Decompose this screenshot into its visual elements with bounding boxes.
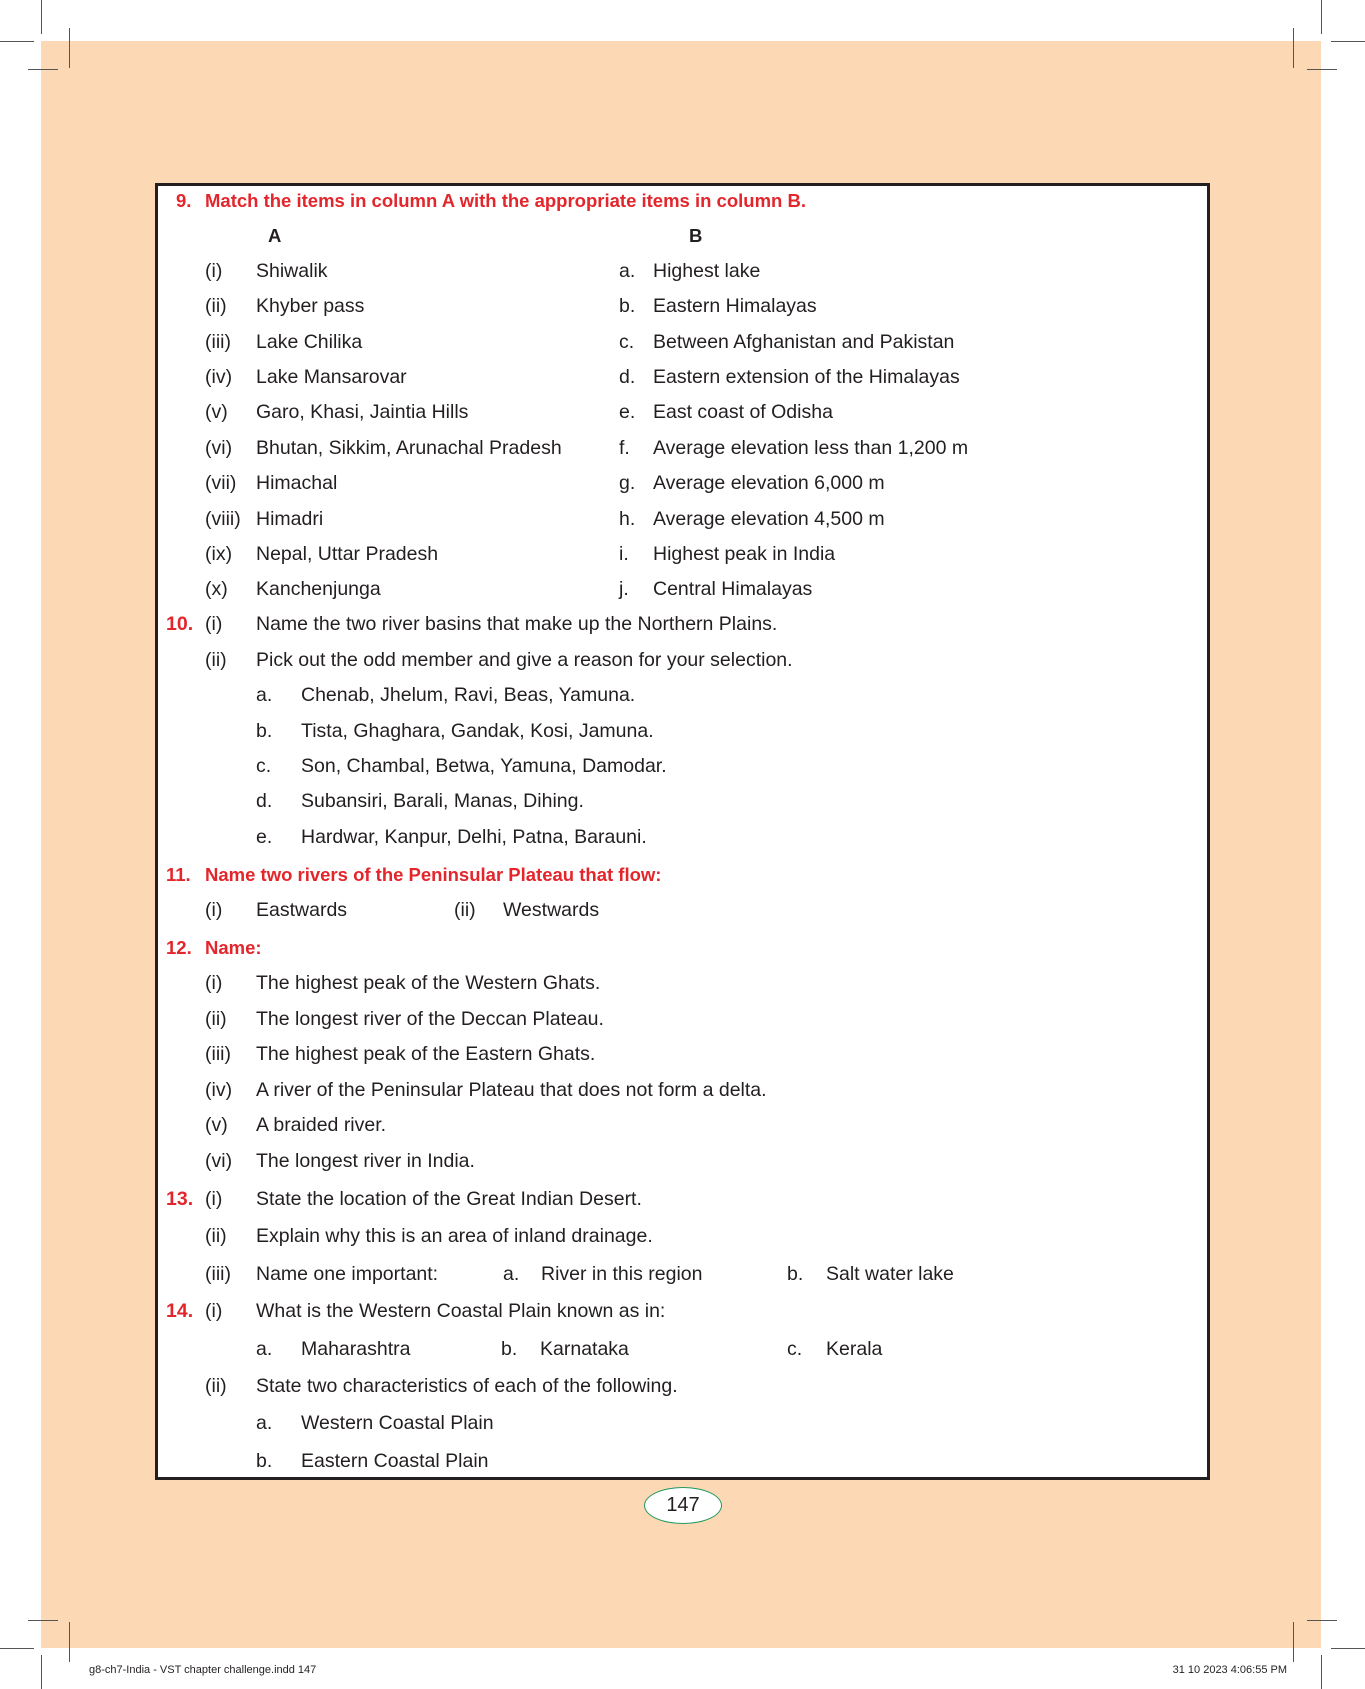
item-number: (v) (205, 1114, 228, 1136)
option-letter: a. (256, 1338, 273, 1360)
crop-mark (1307, 69, 1337, 70)
part-number: (ii) (454, 899, 476, 921)
match-row (0, 397, 1365, 427)
match-row (0, 256, 1365, 286)
part-number: (i) (205, 1188, 223, 1210)
row-number: (v) (205, 401, 228, 423)
option-text: Subansiri, Barali, Manas, Dihing. (301, 790, 584, 812)
row-number: (ii) (205, 295, 227, 317)
crop-mark (1321, 1655, 1322, 1689)
question-text: Explain why this is an area of inland drainage. (256, 1225, 653, 1247)
footer-file-name: g8-ch7-India - VST chapter challenge.indd 147 (89, 1664, 317, 1676)
q12-item (0, 1146, 1365, 1176)
crop-mark (41, 0, 42, 34)
question-text: State two characteristics of each of the following. (256, 1375, 678, 1397)
option-text: Karnataka (540, 1338, 629, 1360)
q10-option (0, 822, 1365, 852)
option-text: Western Coastal Plain (301, 1412, 494, 1434)
part-number: (iii) (205, 1263, 231, 1285)
match-row (0, 504, 1365, 534)
option-text: Kerala (826, 1338, 883, 1360)
column-a-item: Nepal, Uttar Pradesh (256, 543, 439, 565)
row-number: (ix) (205, 543, 233, 565)
crop-mark (1293, 28, 1294, 68)
part-number: (ii) (205, 1375, 227, 1397)
q11-number: 11. (166, 864, 191, 885)
q12-item (0, 968, 1365, 998)
column-b-letter: b. (619, 295, 636, 317)
q9-heading-text: Match the items in column A with the appropriate items in column B. (205, 190, 806, 211)
option-letter: a. (503, 1263, 520, 1285)
crop-mark (1331, 41, 1365, 42)
part-number: (ii) (205, 1225, 227, 1247)
match-row (0, 468, 1365, 498)
column-a-item: Bhutan, Sikkim, Arunachal Pradesh (256, 437, 562, 459)
match-row (0, 433, 1365, 463)
question-text: What is the Western Coastal Plain known as in: (256, 1300, 666, 1322)
column-a-header: A (268, 225, 282, 246)
item-number: (i) (205, 972, 223, 994)
item-text: The highest peak of the Eastern Ghats. (256, 1043, 596, 1065)
q10-option (0, 786, 1365, 816)
row-number: (x) (205, 578, 228, 600)
column-b-item: Highest lake (653, 260, 761, 282)
row-number: (iv) (205, 366, 233, 388)
q10-option (0, 716, 1365, 746)
part-number: (i) (205, 1300, 223, 1322)
row-number: (i) (205, 260, 223, 282)
q14-part-ii-option (0, 1408, 1365, 1438)
column-b-item: Eastern Himalayas (653, 295, 817, 317)
column-b-letter: e. (619, 401, 636, 423)
match-row (0, 574, 1365, 604)
q12-item (0, 1075, 1365, 1105)
q14-number: 14. (166, 1300, 194, 1322)
option-letter: c. (787, 1338, 803, 1360)
column-b-letter: g. (619, 472, 636, 494)
match-row (0, 539, 1365, 569)
column-b-letter: j. (619, 578, 629, 600)
q14-part-ii (0, 1371, 1365, 1401)
crop-mark (0, 41, 34, 42)
option-letter: b. (501, 1338, 518, 1360)
column-a-item: Lake Chilika (256, 331, 363, 353)
column-b-letter: h. (619, 508, 636, 530)
q11-parts (0, 895, 1365, 925)
q9-number: 9. (176, 190, 192, 211)
q11-heading-text: Name two rivers of the Peninsular Plateau that flow: (205, 864, 662, 885)
item-text: A braided river. (256, 1114, 387, 1136)
column-a-item: Khyber pass (256, 295, 365, 317)
part-number: (i) (205, 899, 223, 921)
q12-item (0, 1004, 1365, 1034)
column-b-item: Central Himalayas (653, 578, 813, 600)
part-number: (ii) (205, 649, 227, 671)
column-b-item: Average elevation 4,500 m (653, 508, 885, 530)
column-b-item: Highest peak in India (653, 543, 836, 565)
crop-mark (69, 1622, 70, 1662)
q14-part-i-options (0, 1334, 1365, 1364)
q14-part-ii-option (0, 1446, 1365, 1476)
item-text: The longest river in India. (256, 1150, 475, 1172)
crop-mark (69, 28, 70, 68)
option-text: Chenab, Jhelum, Ravi, Beas, Yamuna. (301, 684, 636, 706)
option-text: Son, Chambal, Betwa, Yamuna, Damodar. (301, 755, 667, 777)
q13-number: 13. (166, 1188, 194, 1210)
option-letter: b. (256, 720, 273, 742)
part-text: Westwards (503, 899, 600, 921)
q10-option (0, 680, 1365, 710)
row-number: (iii) (205, 331, 231, 353)
item-text: A river of the Peninsular Plateau that does not form a delta. (256, 1079, 767, 1101)
column-b-letter: d. (619, 366, 636, 388)
column-b-header: B (689, 225, 703, 246)
crop-mark (1307, 1620, 1337, 1621)
option-letter: a. (256, 684, 273, 706)
q10-part-ii (0, 645, 1365, 675)
q13-part-iii (0, 1259, 1365, 1289)
option-letter: c. (256, 755, 272, 777)
column-a-item: Kanchenjunga (256, 578, 381, 600)
footer-timestamp: 31 10 2023 4:06:55 PM (1172, 1664, 1287, 1676)
match-row (0, 291, 1365, 321)
crop-mark (28, 1620, 58, 1621)
match-row (0, 362, 1365, 392)
match-row (0, 327, 1365, 357)
q10-option (0, 751, 1365, 781)
crop-mark (1331, 1648, 1365, 1649)
option-letter: a. (256, 1412, 273, 1434)
option-text: Tista, Ghaghara, Gandak, Kosi, Jamuna. (301, 720, 654, 742)
column-a-item: Garo, Khasi, Jaintia Hills (256, 401, 469, 423)
item-number: (ii) (205, 1008, 227, 1030)
column-b-item: Eastern extension of the Himalayas (653, 366, 960, 388)
question-text: State the location of the Great Indian Desert. (256, 1188, 642, 1210)
item-text: The longest river of the Deccan Plateau. (256, 1008, 604, 1030)
row-number: (vi) (205, 437, 233, 459)
q13-part-ii (0, 1221, 1365, 1251)
q12-number: 12. (166, 937, 192, 958)
column-b-letter: i. (619, 543, 629, 565)
column-a-item: Shiwalik (256, 260, 328, 282)
item-text: The highest peak of the Western Ghats. (256, 972, 601, 994)
option-text: Eastern Coastal Plain (301, 1450, 489, 1472)
option-letter: e. (256, 826, 273, 848)
q10-number: 10. (166, 613, 194, 635)
option-text: Salt water lake (826, 1263, 954, 1285)
column-a-item: Himachal (256, 472, 338, 494)
q9-column-headers (0, 221, 1365, 251)
column-b-item: Average elevation 6,000 m (653, 472, 885, 494)
item-number: (iii) (205, 1043, 231, 1065)
option-letter: b. (787, 1263, 804, 1285)
q12-item (0, 1039, 1365, 1069)
crop-mark (0, 1648, 34, 1649)
column-a-item: Himadri (256, 508, 324, 530)
option-letter: b. (256, 1450, 273, 1472)
column-b-item: East coast of Odisha (653, 401, 833, 423)
column-b-letter: f. (619, 437, 630, 459)
column-a-item: Lake Mansarovar (256, 366, 407, 388)
option-letter: d. (256, 790, 273, 812)
q14-part-i (0, 1296, 1365, 1326)
q12-heading-text: Name: (205, 937, 262, 958)
crop-mark (1321, 0, 1322, 34)
row-number: (vii) (205, 472, 237, 494)
question-text: Pick out the odd member and give a reason for your selection. (256, 649, 793, 671)
column-b-letter: c. (619, 331, 635, 353)
part-text: Eastwards (256, 899, 348, 921)
column-b-letter: a. (619, 260, 636, 282)
q10-part-i (0, 609, 1365, 639)
question-text: Name one important: (256, 1263, 439, 1285)
option-text: Hardwar, Kanpur, Delhi, Patna, Barauni. (301, 826, 647, 848)
column-b-item: Between Afghanistan and Pakistan (653, 331, 955, 353)
crop-mark (41, 1655, 42, 1689)
item-number: (vi) (205, 1150, 233, 1172)
option-text: Maharashtra (301, 1338, 411, 1360)
item-number: (iv) (205, 1079, 233, 1101)
question-text: Name the two river basins that make up the Northern Plains. (256, 613, 778, 635)
part-number: (i) (205, 613, 223, 635)
crop-mark (28, 69, 58, 70)
option-text: River in this region (541, 1263, 703, 1285)
crop-mark (1293, 1622, 1294, 1662)
page-number: 147 (644, 1487, 722, 1524)
column-b-item: Average elevation less than 1,200 m (653, 437, 969, 459)
q13-part-i (0, 1184, 1365, 1214)
q12-item (0, 1110, 1365, 1140)
row-number: (viii) (205, 508, 241, 530)
